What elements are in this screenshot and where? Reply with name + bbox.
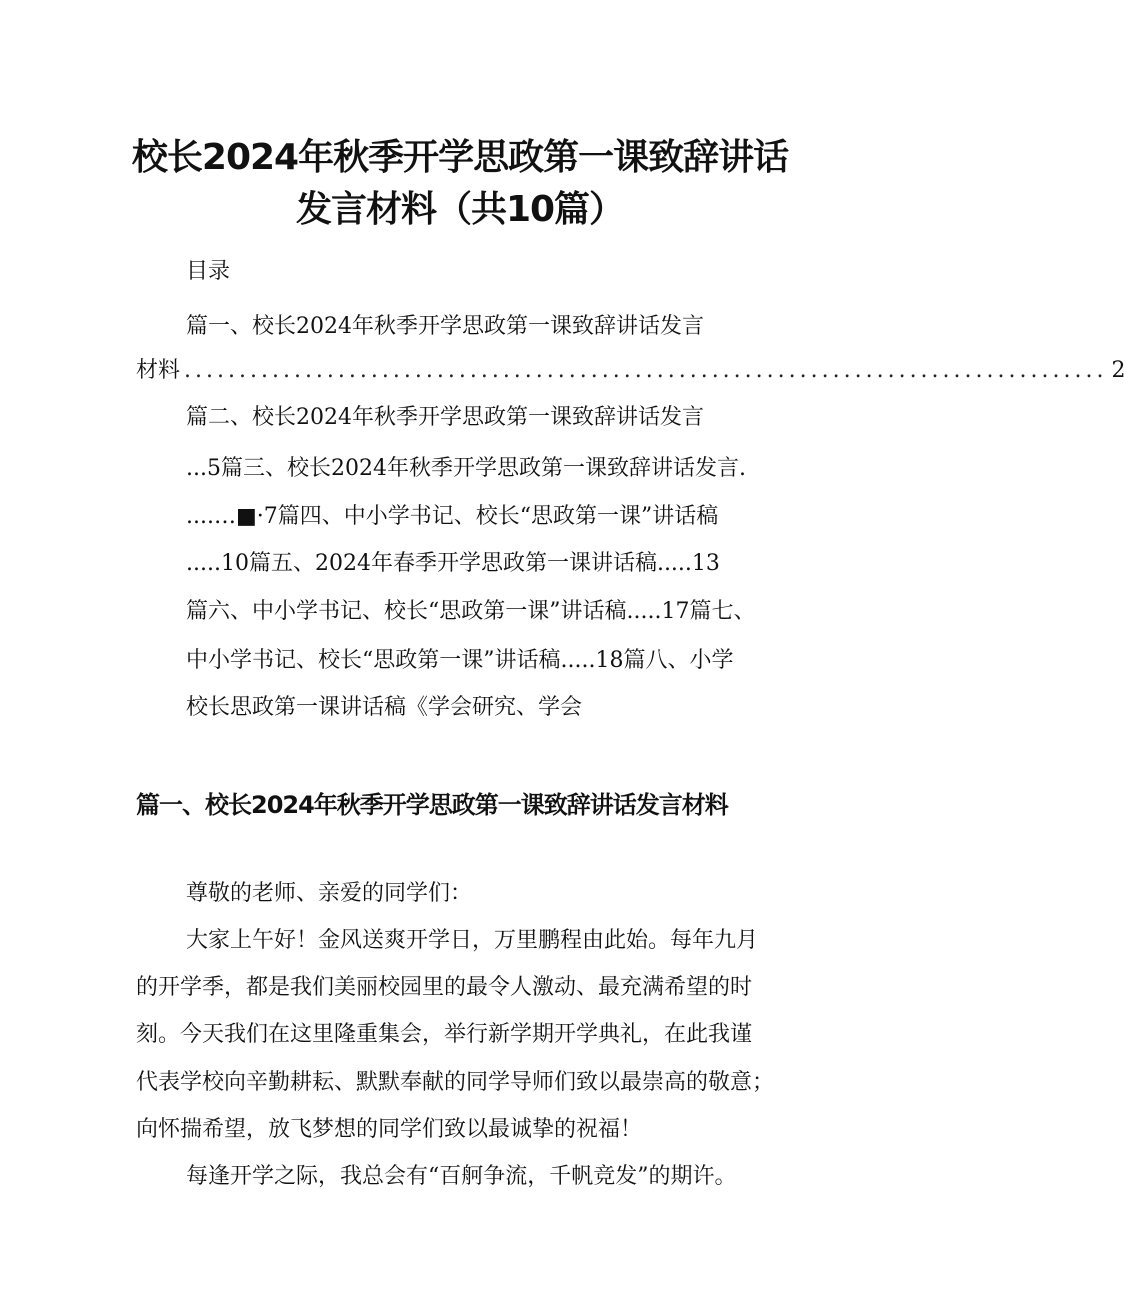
body-line-6: 每逢开学之际，我总会有“百舸争流，千帆竞发”的期许。 bbox=[186, 1164, 737, 1189]
toc-entry-2: 篇二、校长2024年秋季开学思政第一课致辞讲话发言 bbox=[186, 405, 704, 430]
toc-entry-7: 中小学书记、校长“思政第一课”讲话稿.....18篇八、小学 bbox=[186, 648, 734, 673]
salutation: 尊敬的老师、亲爱的同学们： bbox=[186, 881, 473, 906]
toc-entry-6: 篇六、中小学书记、校长“思政第一课”讲话稿.....17篇七、 bbox=[186, 599, 756, 624]
toc-entry-1-page: 2 bbox=[1111, 358, 1125, 383]
toc-entry-1-line-2 bbox=[136, 358, 1125, 383]
toc-entry-3: ...5篇三、校长2024年秋季开学思政第一课致辞讲话发言. bbox=[186, 456, 746, 481]
document-title-line-2: 发言材料（共10篇） bbox=[295, 189, 625, 230]
toc-entry-1-text: 材料 bbox=[136, 358, 181, 383]
body-line-4: 代表学校向辛勤耕耘、默默奉献的同学导师们致以最崇高的敬意； bbox=[136, 1070, 775, 1095]
toc-entry-8: 校长思政第一课讲话稿《学会研究、学会 bbox=[186, 695, 583, 720]
body-line-3: 刻。今天我们在这里隆重集会，举行新学期开学典礼，在此我谨 bbox=[136, 1022, 753, 1047]
toc-label: 目录 bbox=[186, 259, 231, 284]
body-line-5: 向怀揣希望，放飞梦想的同学们致以最诚挚的祝福！ bbox=[136, 1117, 643, 1142]
document-title-line-1: 校长2024年秋季开学思政第一课致辞讲话 bbox=[131, 137, 789, 178]
section-heading: 篇一、校长2024年秋季开学思政第一课致辞讲话发言材料 bbox=[136, 791, 728, 819]
toc-dot-leader: .................................................................................... bbox=[184, 358, 1108, 383]
body-line-2: 的开学季，都是我们美丽校园里的最令人激动、最充满希望的时 bbox=[136, 975, 753, 1000]
toc-entry-1-line-1: 篇一、校长2024年秋季开学思政第一课致辞讲话发言 bbox=[186, 314, 704, 339]
body-line-1: 大家上午好！金风送爽开学日，万里鹏程由此始。每年九月 bbox=[186, 928, 759, 953]
toc-entry-4: ....…■·7篇四、中小学书记、校长“思政第一课”讲话稿 bbox=[186, 504, 719, 529]
toc-entry-5: .....10篇五、2024年春季开学思政第一课讲话稿.....13 bbox=[186, 551, 720, 576]
